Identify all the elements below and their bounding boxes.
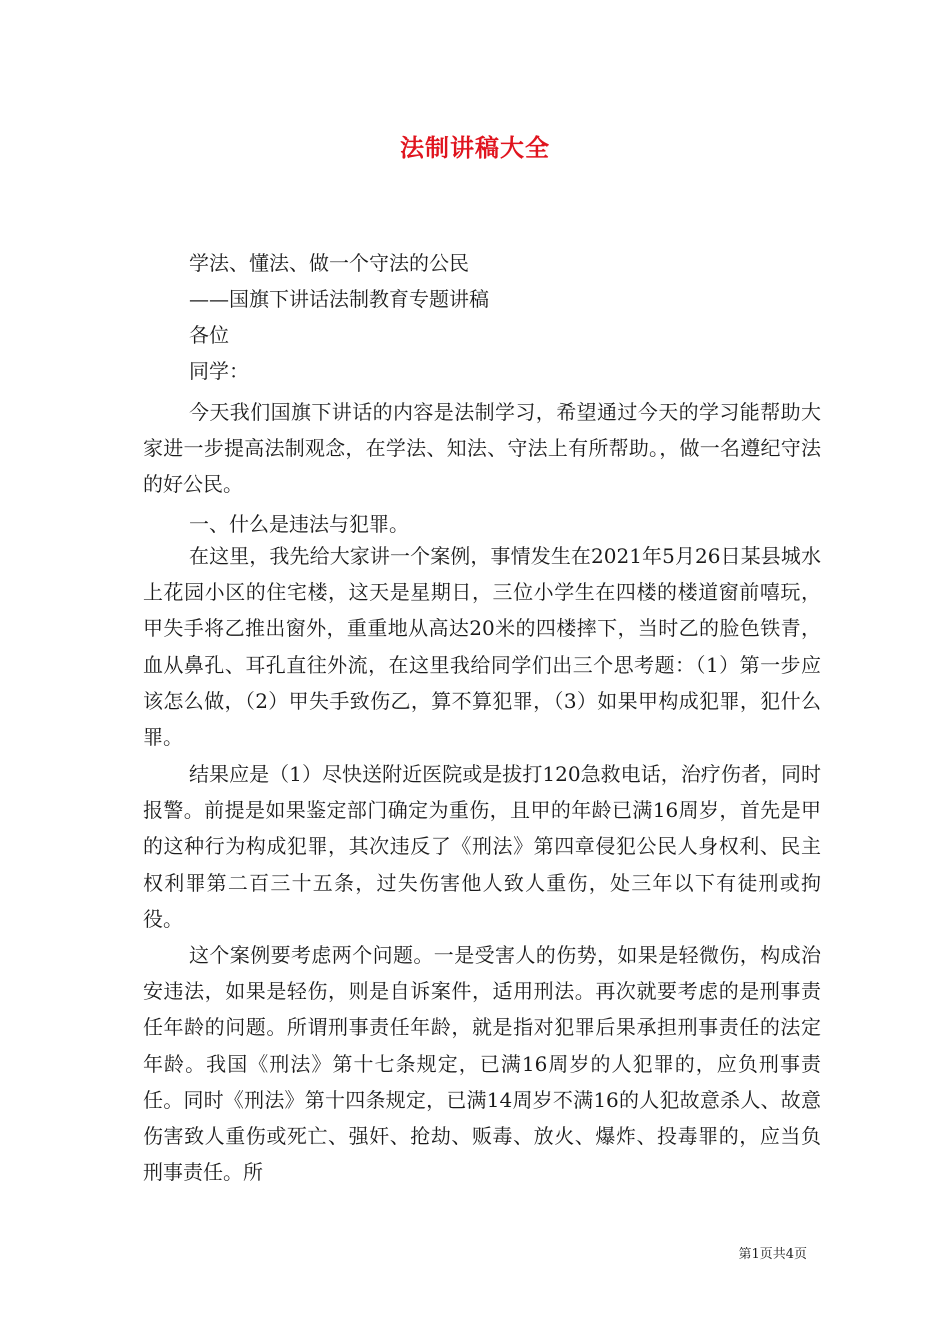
salutation-line-2: 同学： (189, 359, 249, 383)
paragraph-analysis: 这个案例要考虑两个问题。一是受害人的伤势，如果是轻微伤，构成治安违法，如果是轻伤，则是自诉案件，适用刑法。再次就要考虑的是刑事责任年龄的问题。所谓刑事责任年龄，就是指对犯罪后果承担刑事责任的法定年龄。我国《刑法》第十七条规定，已满16周岁的人犯罪的，应负刑事责任。同时《刑法》第十四条规定，已满14周岁不满16的人犯故意杀人、故意伤害致人重伤或死亡、强奸、抢劫、贩毒、放火、爆炸、投毒罪的，应当负刑事责任。所 (143, 943, 821, 1185)
salutation-line-1: 各位 (189, 323, 229, 347)
paragraph-result: 结果应是（1）尽快送附近医院或是拔打120急救电话，治疗伤者，同时报警。前提是如果鉴定部门确定为重伤，且甲的年龄已满16周岁，首先是甲的这种行为构成犯罪，其次违反了《刑法》第四章侵犯公民人身权利、民主权利罪第二百三十五条，过失伤害他人致人重伤，处三年以下有徒刑或拘役。 (143, 762, 821, 931)
heading-line-2: ——国旗下讲话法制教育专题讲稿 (189, 287, 489, 311)
document-title: 法制讲稿大全 (400, 134, 550, 162)
paragraph-case: 在这里，我先给大家讲一个案例，事情发生在2021年5月26日某县城水上花园小区的住宅楼，这天是星期日，三位小学生在四楼的楼道窗前嘻玩，甲失手将乙推出窗外，重重地从高达20米的四楼摔下，当时乙的脸色铁青，血从鼻孔、耳孔直往外流，在这里我给同学们出三个思考题：（1）第一步应该怎么做，（2）甲失手致伤乙，算不算犯罪，（3）如果甲构成犯罪，犯什么罪。 (143, 544, 821, 750)
paragraph-intro: 今天我们国旗下讲话的内容是法制学习，希望通过今天的学习能帮助大家进一步提高法制观念，在学法、知法、守法上有所帮助。，做一名遵纪守法的好公民。 (143, 400, 821, 497)
section-heading: 一、什么是违法与犯罪。 (189, 512, 409, 536)
heading-line-1: 学法、懂法、做一个守法的公民 (189, 251, 469, 275)
page-number: 第1页共4页 (738, 1247, 807, 1262)
